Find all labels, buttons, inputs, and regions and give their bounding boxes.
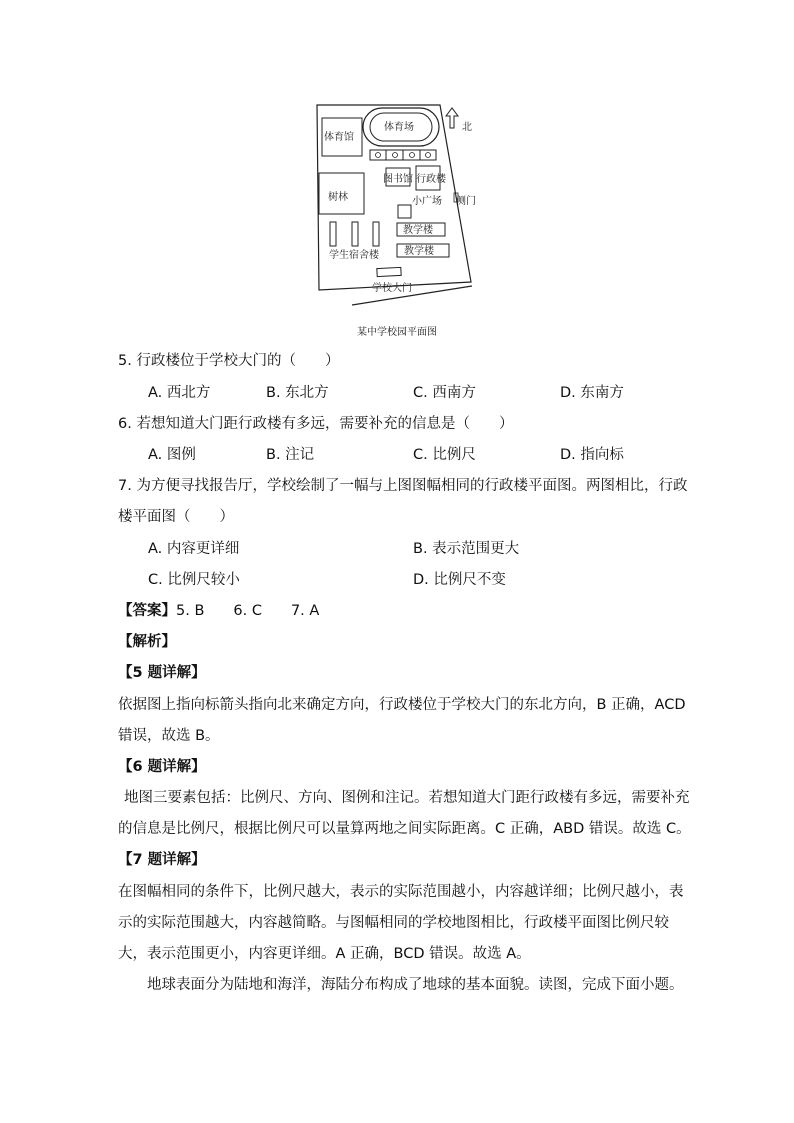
sports-courts <box>370 150 436 160</box>
detail-5-title: 【5 题详解】 <box>118 665 206 681</box>
q6-option-d: D. 指向标 <box>560 447 624 463</box>
road-line <box>352 286 472 305</box>
analysis-title: 【解析】 <box>118 634 176 650</box>
q6-option-b: B. 注记 <box>266 447 315 463</box>
gym-label: 体育馆 <box>324 132 354 143</box>
dorm-block-3 <box>373 222 379 246</box>
answer-row <box>118 601 319 621</box>
teaching-1-label: 教学楼 <box>403 225 433 236</box>
q6-option-a: A. 图例 <box>148 447 196 463</box>
detail-5-line2: 错误，故选 B。 <box>118 728 220 744</box>
dorm-block-2 <box>352 222 358 246</box>
detail-7-line3: 大，表示范围更小，内容更详细。A 正确，BCD 错误。故选 A。 <box>118 946 531 962</box>
main-gate-label: 学校大门 <box>372 283 412 294</box>
q6-stem: 6. 若想知道大门距行政楼有多远，需要补充的信息是（ ） <box>118 416 514 432</box>
detail-7-line2: 示的实际范围越大，内容越简略。与图幅相同的学校地图相比，行政楼平面图比例尺较 <box>118 915 669 931</box>
q5-option-b: B. 东北方 <box>266 385 329 401</box>
plaza-label: 小广场 <box>412 196 442 207</box>
library-label: 图书馆 <box>383 174 413 185</box>
answer-text: 5. B 6. C 7. A <box>176 603 320 619</box>
detail-5-line1: 依据图上指向标箭头指向北来确定方向，行政楼位于学校大门的东北方向，B 正确，ACD <box>118 697 686 713</box>
detail-6-line1: 地图三要素包括：比例尺、方向、图例和注记。若想知道大门距行政楼有多远，需要补充 <box>124 790 690 806</box>
answer-label: 【答案】 <box>118 603 176 619</box>
stadium-label: 体育场 <box>384 122 414 133</box>
dorm-label: 学生宿舍楼 <box>329 250 379 261</box>
school-map <box>300 96 490 336</box>
grove-label: 树林 <box>328 192 348 203</box>
q7-option-a: A. 内容更详细 <box>148 541 240 557</box>
q6-option-c: C. 比例尺 <box>413 447 476 463</box>
side-gate-label: 侧门 <box>456 196 476 207</box>
school-map-figure <box>300 96 490 336</box>
detail-7-title: 【7 题详解】 <box>118 852 206 868</box>
main-gate-mark <box>377 267 401 276</box>
teaching-2-label: 教学楼 <box>404 246 434 257</box>
detail-6-line2: 的信息是比例尺，根据比例尺可以量算两地之间实际距离。C 正确，ABD 错误。故选 C。 <box>118 821 691 837</box>
q5-option-a: A. 西北方 <box>148 385 211 401</box>
q5-stem: 5. 行政楼位于学校大门的（ ） <box>118 353 340 369</box>
q7-option-b: B. 表示范围更大 <box>413 541 520 557</box>
north-label: 北 <box>462 122 472 133</box>
detail-6-title: 【6 题详解】 <box>118 759 206 775</box>
dorm-block-1 <box>330 222 336 246</box>
q7-option-c: C. 比例尺较小 <box>148 572 240 588</box>
q5-option-d: D. 东南方 <box>560 385 624 401</box>
plaza-area <box>398 205 411 218</box>
q5-option-c: C. 西南方 <box>413 385 476 401</box>
north-arrow-icon <box>446 108 458 128</box>
q7-option-d: D. 比例尺不变 <box>413 572 506 588</box>
q7-stem-line2: 楼平面图（ ） <box>118 509 234 525</box>
map-caption: 某中学校园平面图 <box>357 327 437 338</box>
q7-stem-line1: 7. 为方便寻找报告厅，学校绘制了一幅与上图图幅相同的行政楼平面图。两图相比，行政 <box>118 478 688 494</box>
admin-label: 行政楼 <box>416 174 446 185</box>
detail-7-line1: 在图幅相同的条件下，比例尺越大，表示的实际范围越小，内容越详细；比例尺越小，表 <box>118 884 684 900</box>
next-question-intro: 地球表面分为陆地和海洋，海陆分布构成了地球的基本面貌。读图，完成下面小题。 <box>147 977 684 993</box>
